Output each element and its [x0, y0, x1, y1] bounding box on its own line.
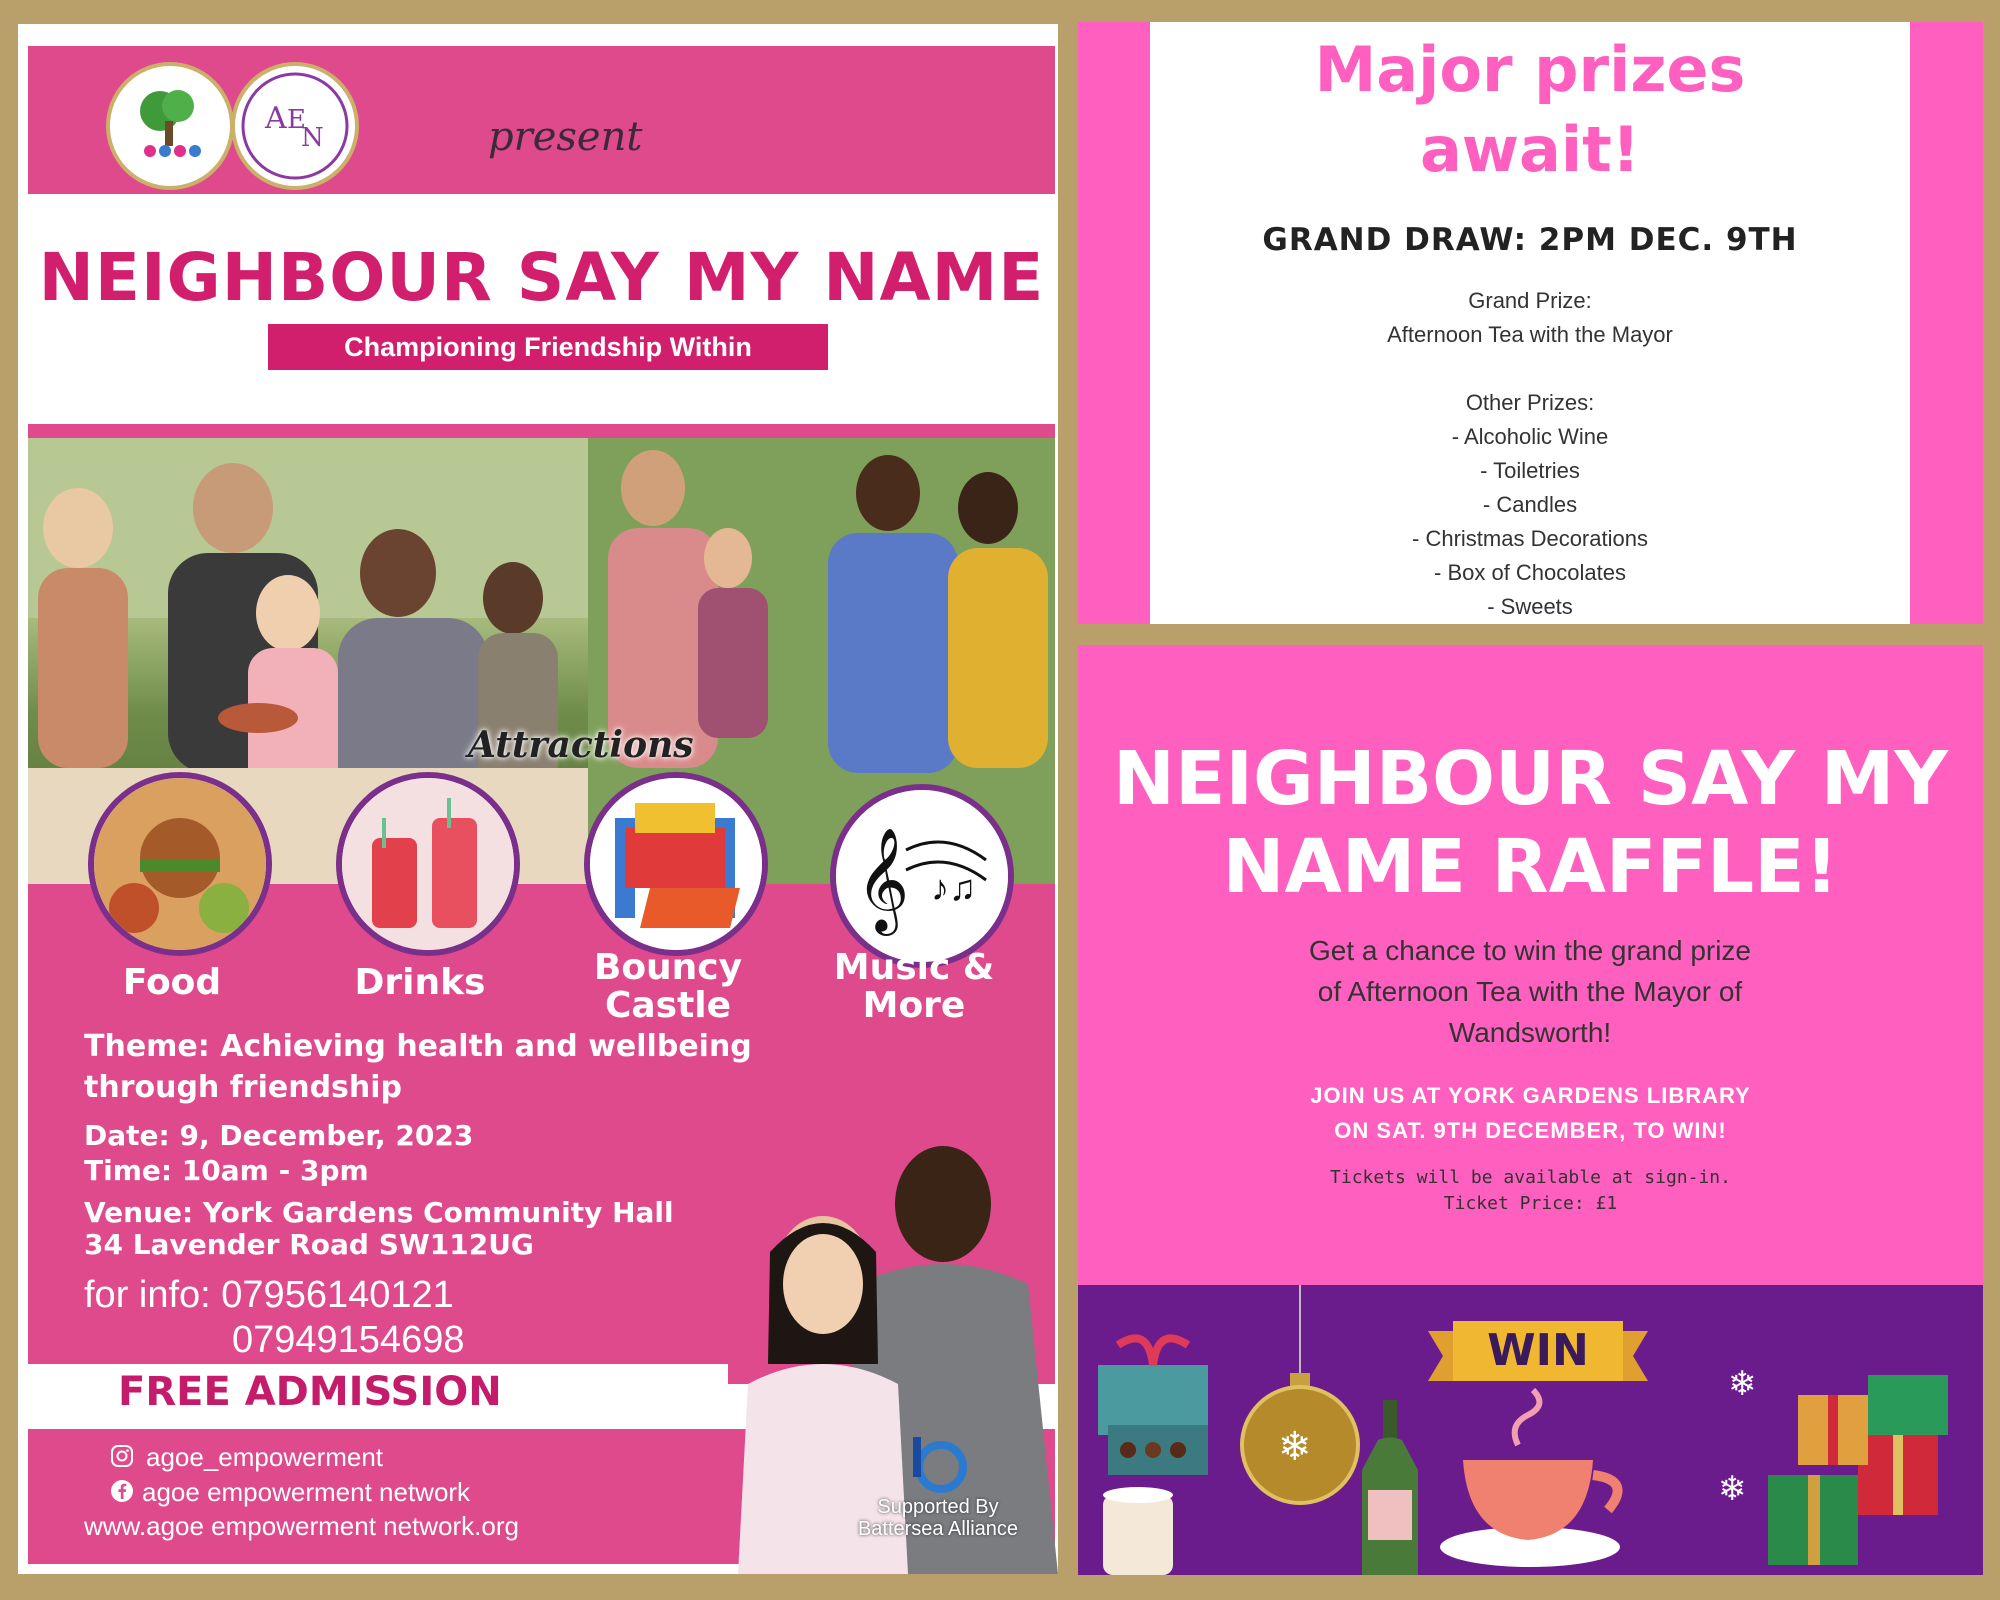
raffle-title-line-1: NEIGHBOUR SAY MY	[1113, 736, 1948, 822]
other-prize-item: - Candles	[1482, 492, 1578, 517]
present-text: present	[488, 114, 643, 160]
other-prize-item: - Toiletries	[1480, 458, 1580, 483]
raffle-desc-line-1: Get a chance to win the grand prize	[1308, 935, 1752, 966]
prizes-heading	[1150, 30, 1910, 190]
wine-bottle-icon	[1362, 1400, 1418, 1575]
teacup-icon	[1440, 1390, 1620, 1567]
candle-icon	[1103, 1487, 1173, 1575]
facebook-icon	[110, 1479, 134, 1508]
other-prize-item: - Box of Chocolates	[1434, 560, 1626, 585]
attraction-bouncy-castle-label: Bouncy Castle	[593, 947, 743, 1026]
food-image	[88, 772, 272, 956]
theme-line-1: Theme: Achieving health and wellbeing	[84, 1029, 752, 1064]
theme-line-2: through friendship	[84, 1070, 403, 1105]
other-prizes-label: Other Prizes:	[1465, 390, 1595, 415]
raffle-description	[1240, 930, 1820, 1053]
drinks-image	[336, 772, 520, 956]
event-address: 34 Lavender Road SW112UG	[84, 1228, 534, 1261]
event-time: Time: 10am - 3pm	[84, 1154, 369, 1187]
battersea-alliance-logo	[903, 1429, 973, 1504]
svg-text:♪♫: ♪♫	[931, 867, 976, 908]
raffle-title-line-2: NAME RAFFLE!	[1222, 824, 1839, 910]
other-prize-item: - Alcoholic Wine	[1451, 424, 1609, 449]
win-banner	[1428, 1316, 1648, 1396]
info-phone-1: for info: 07956140121	[84, 1274, 454, 1316]
christmas-ornament-icon	[1242, 1285, 1358, 1503]
agoe-empowerment-network-logo	[231, 62, 359, 190]
event-venue: Venue: York Gardens Community Hall	[84, 1196, 674, 1229]
svg-text:E: E	[287, 105, 306, 135]
svg-text:❄: ❄	[1718, 1470, 1747, 1508]
website-link[interactable]: www.agoe empowerment network.org	[84, 1511, 519, 1541]
svg-text:A: A	[265, 101, 287, 136]
join-line-2: ON SAT. 9TH DECEMBER, TO WIN!	[1334, 1118, 1727, 1143]
free-admission: FREE ADMISSION	[118, 1369, 502, 1415]
supporter-name: Battersea Alliance	[857, 1518, 1019, 1540]
svg-text:𝄞: 𝄞	[856, 827, 910, 932]
music-notes-image	[830, 784, 1014, 968]
supported-by-label: Supported By	[877, 1496, 999, 1518]
ticket-availability: Tickets will be available at sign-in.	[1330, 1167, 1731, 1188]
instagram-icon	[110, 1444, 134, 1473]
prizes-heading-line-1: Major prizes	[1314, 33, 1746, 106]
win-label: WIN	[1487, 1325, 1589, 1376]
other-prize-item: - Sweets	[1487, 594, 1573, 619]
facebook-page[interactable]: agoe empowerment network	[142, 1477, 471, 1507]
ticket-info	[1078, 1165, 1983, 1217]
ticket-price: Ticket Price: £1	[1443, 1193, 1618, 1214]
svg-text:❄: ❄	[1728, 1365, 1757, 1403]
attraction-food-label: Food	[122, 962, 222, 1003]
neighbour-say-my-name-logo	[106, 62, 234, 190]
grand-prize-label: Grand Prize:	[1468, 288, 1592, 313]
raffle-title	[1078, 735, 1983, 911]
raffle-desc-line-2: of Afternoon Tea with the Mayor of	[1317, 976, 1743, 1007]
flyer-title: NEIGHBOUR SAY MY NAME	[38, 239, 1045, 316]
attraction-drinks-label: Drinks	[354, 962, 486, 1003]
svg-text:N: N	[301, 123, 324, 153]
attractions-heading: Attractions	[468, 724, 694, 766]
instagram-handle[interactable]: agoe_empowerment	[146, 1442, 384, 1472]
chocolate-box-icon	[1098, 1338, 1208, 1475]
event-flyer	[18, 24, 1058, 1574]
grand-draw-time: GRAND DRAW: 2PM DEC. 9TH	[1262, 222, 1798, 258]
event-date: Date: 9, December, 2023	[84, 1119, 474, 1152]
info-phone-2: 07949154698	[232, 1319, 465, 1361]
attraction-music-label: Music & More	[833, 947, 995, 1026]
prizes-heading-line-2: await!	[1419, 113, 1641, 186]
other-prize-item: - Christmas Decorations	[1412, 526, 1648, 551]
bouncy-castle-image	[584, 772, 768, 956]
gift-boxes-icon	[1718, 1365, 1948, 1565]
raffle-join-info	[1078, 1078, 1983, 1148]
supported-by	[838, 1496, 1038, 1540]
divider-stripe	[28, 424, 1055, 438]
join-line-1: JOIN US AT YORK GARDENS LIBRARY	[1310, 1083, 1751, 1108]
grand-prize: Afternoon Tea with the Mayor	[1387, 322, 1673, 347]
svg-text:❄: ❄	[1278, 1425, 1312, 1469]
raffle-desc-line-3: Wandsworth!	[1448, 1017, 1612, 1048]
flyer-tagline: Championing Friendship Within Neighourhood	[268, 324, 828, 370]
